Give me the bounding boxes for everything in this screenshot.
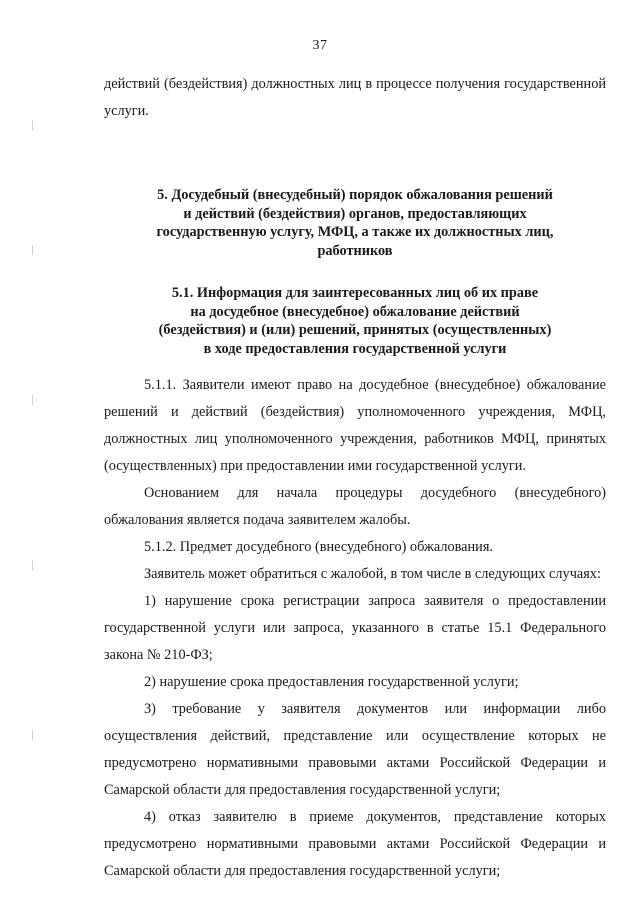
section-5-1-heading-line: на досудебное (внесудебное) обжалование действий	[190, 303, 520, 320]
paragraph-5-1-2: 5.1.2. Предмет досудебного (внесудебного) обжалования.	[144, 539, 493, 555]
section-5-1-heading-line: (бездействия) и (или) решений, принятых (осуществленных)	[158, 322, 552, 338]
list-item-2: 2) нарушение срока предоставления государственной услуги;	[144, 674, 519, 690]
paragraph-complaint-basis: Основанием для начала процедуры досудебного (внесудебного) обжалования является подача заявителем жалобы.	[104, 485, 606, 528]
list-item-1: 1) нарушение срока регистрации запроса заявителя о предоставлении государственной услуги или запроса, указанного в статье 15.1 Федерального закона № 210-ФЗ;	[104, 593, 606, 663]
section-5-heading-line: и действий (бездействия) органов, предоставляющих	[183, 205, 527, 222]
document-body	[104, 71, 606, 885]
paragraph-cases-intro: Заявитель может обратиться с жалобой, в том числе в следующих случаях:	[144, 566, 601, 582]
section-5-1-heading	[104, 284, 606, 358]
section-5-1-heading-line: 5.1. Информация для заинтересованных лиц об их праве	[171, 285, 539, 301]
list-item-3: 3) требование у заявителя документов или информации либо осуществления действий, представление или осуществление которых не предусмотрено нормативными правовыми актами Российской Федерации и Самарской области для предоставления государственной услуги;	[104, 701, 606, 798]
section-5-heading-line: 5. Досудебный (внесудебный) порядок обжалования решений	[157, 187, 553, 203]
section-5-heading-line: государственную услугу, МФЦ, а также их должностных лиц,	[156, 224, 554, 240]
page-number: 37	[312, 38, 328, 53]
section-5-heading-line: работников	[317, 242, 393, 259]
section-5-heading	[104, 186, 606, 260]
list-item-4: 4) отказ заявителю в приеме документов, представление которых предусмотрено нормативными правовыми актами Российской Федерации и Самарской области для предоставления государственной услуги;	[104, 809, 606, 879]
section-5-1-heading-line: в ходе предоставления государственной услуги	[203, 340, 507, 357]
left-margin-marks	[0, 0, 44, 905]
intro-paragraph: действий (бездействия) должностных лиц в процессе получения государственной услуги.	[104, 76, 606, 119]
paragraph-5-1-1: 5.1.1. Заявители имеют право на досудебное (внесудебное) обжалование решений и действий (бездействия) уполномоченного учреждения, МФЦ, должностных лиц уполномоченного учреждения, работников МФЦ, принятых (осуществленных) при предоставлении ими государственной услуги.	[104, 377, 606, 474]
